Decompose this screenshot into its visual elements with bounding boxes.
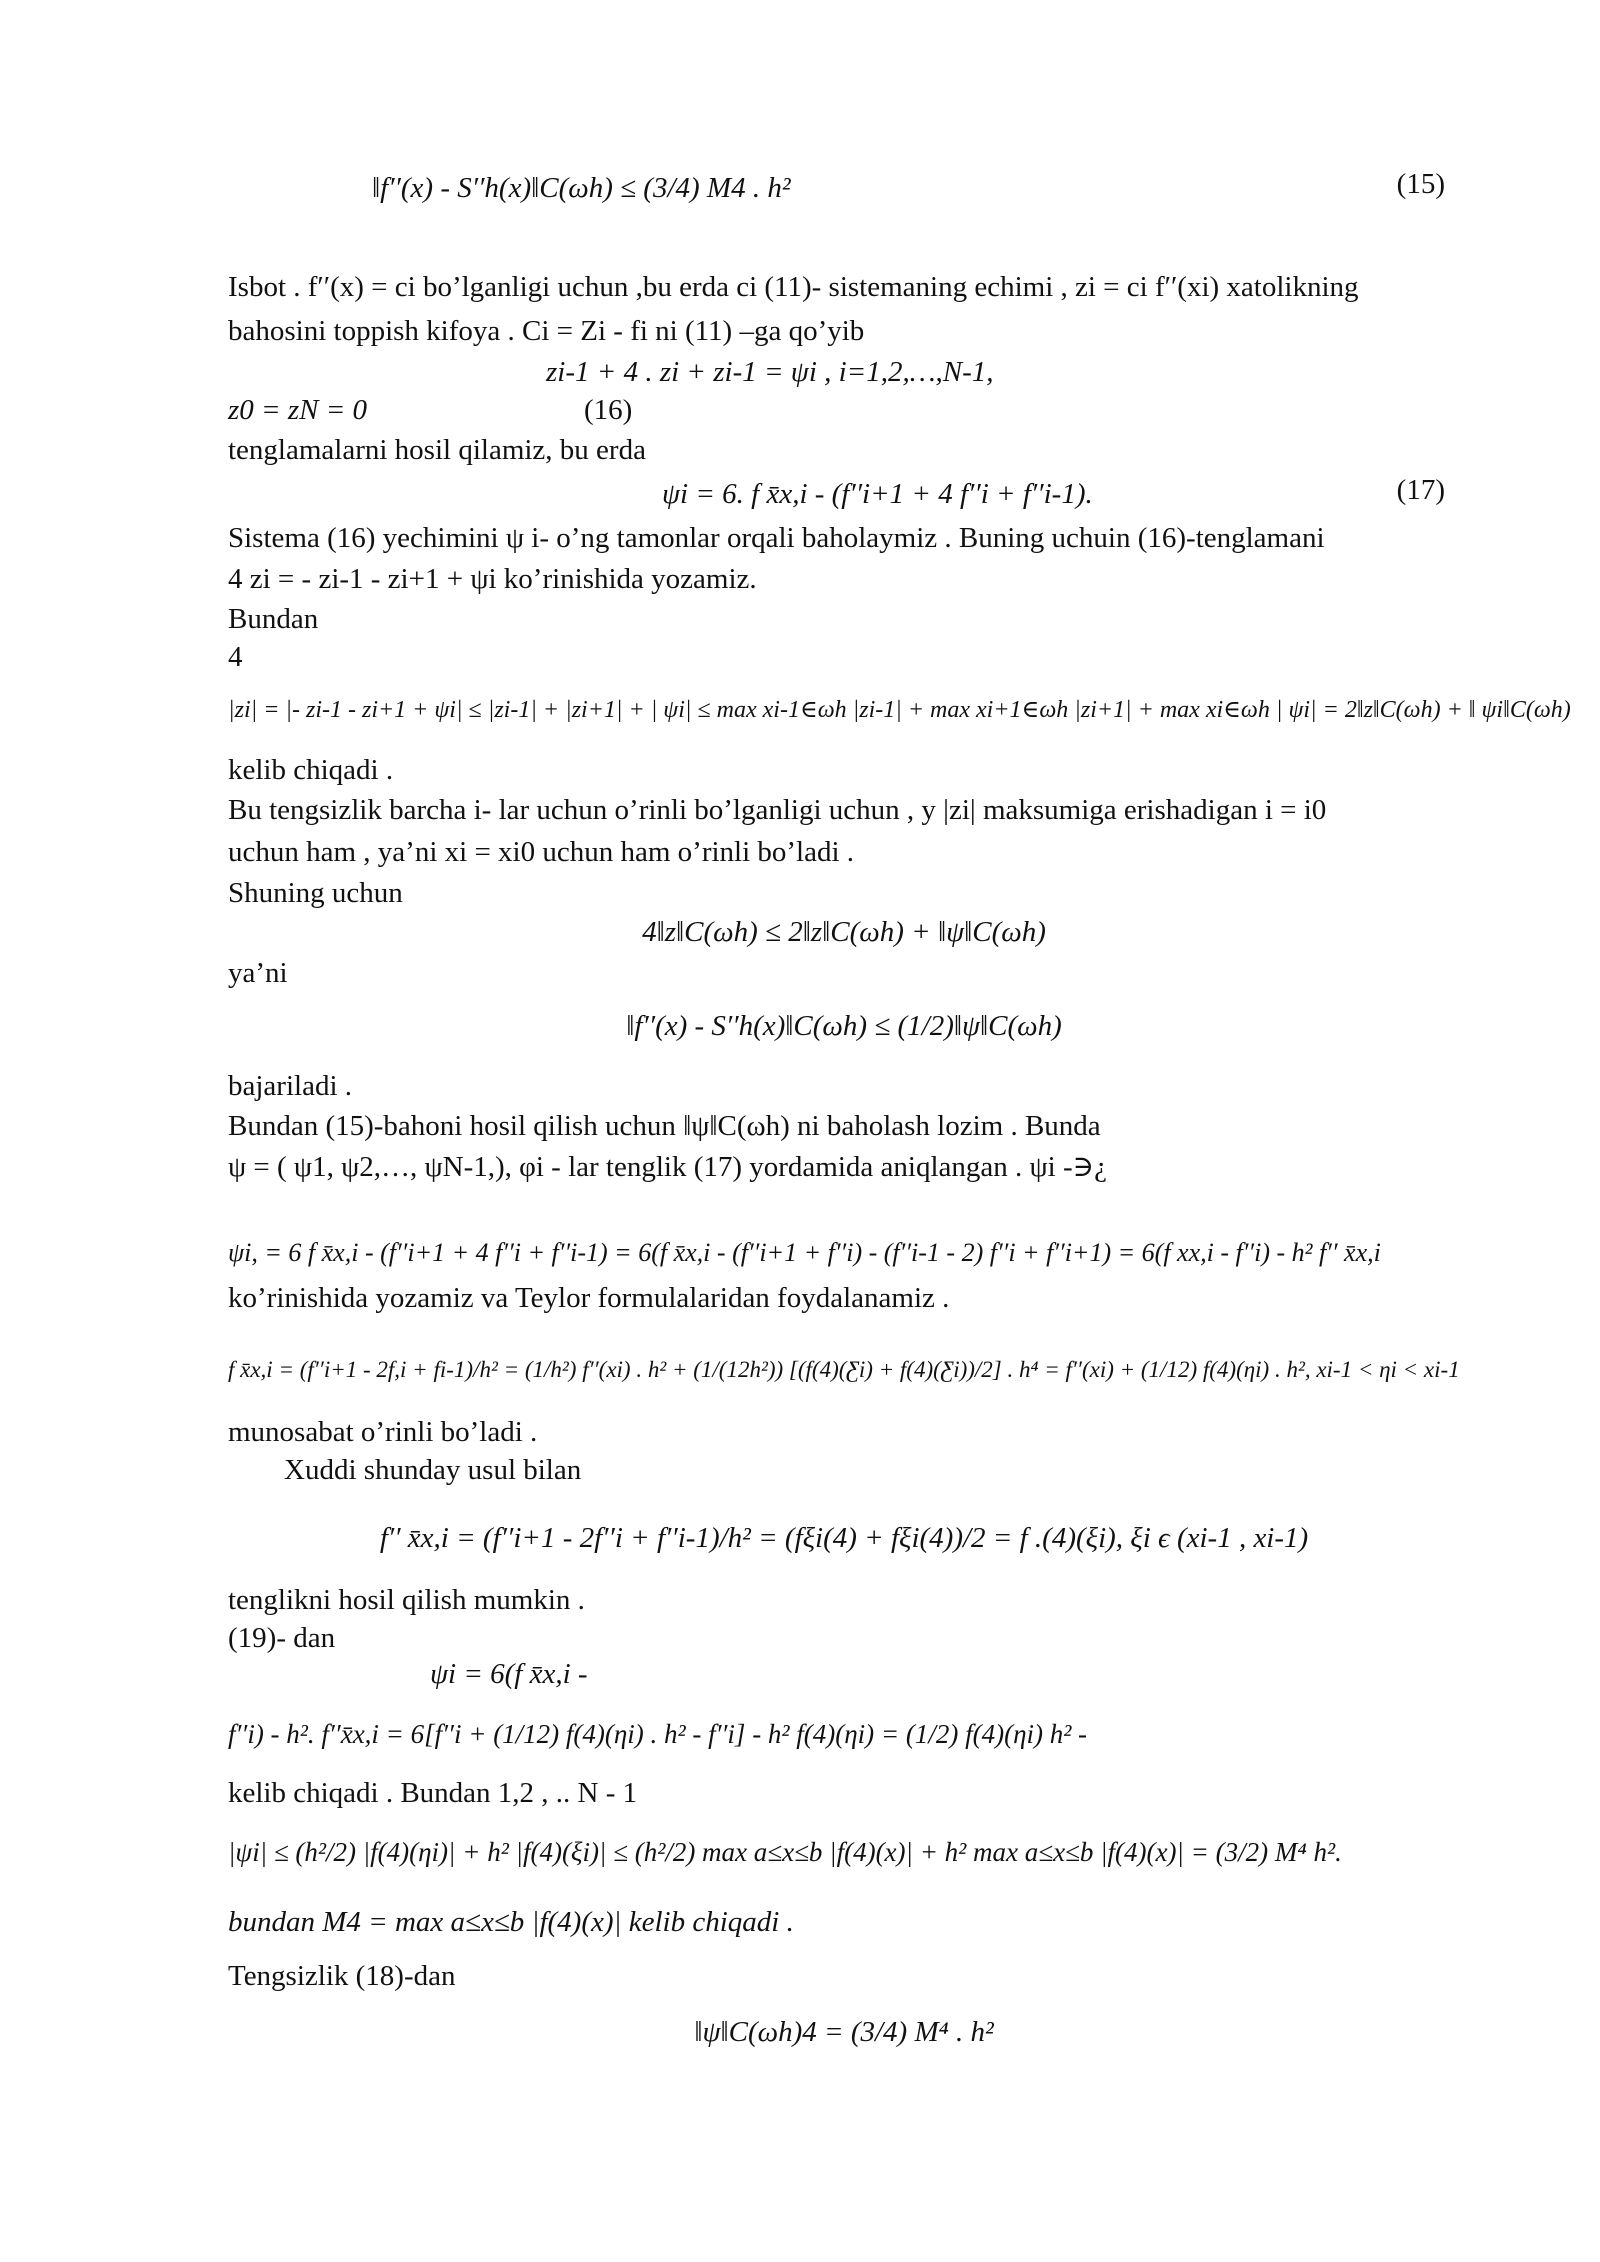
text-line: kelib chiqadi . Bundan 1,2 , .. N - 1: [228, 1777, 638, 1809]
inequality-chain: |zi| = |- zi-1 - zi+1 + ψi| ≤ |zi-1| + |zi+1| + | ψi| ≤ max xi-1∈ωh |zi-1| + max xi+1∈ωh |zi+1| + max xi∈ωh | ψi| = 2‖z‖C(ωh) + ‖ ψi‖C(ωh): [228, 697, 1571, 723]
text-line: ko’rinishida yozamiz va Teylor formulalaridan foydalanamiz .: [228, 1282, 950, 1314]
equation-number-17: (17): [1396, 474, 1445, 506]
text-line: Xuddi shunday usul bilan: [284, 1454, 582, 1486]
text-line: 4: [228, 641, 243, 673]
final-estimate: ‖ψ‖C(ωh)4 = (3/4) M⁴ . h²: [694, 2016, 994, 2048]
equation-number-16: (16): [584, 394, 633, 426]
text-line: tenglikni hosil qilish mumkin .: [228, 1584, 585, 1616]
text-line: munosabat o’rinli bo’ladi .: [228, 1416, 538, 1448]
text-line: Sistema (16) yechimini ψ i- o’ng tamonlar orqali baholaymiz . Buning uchuin (16)-tenglamani: [228, 522, 1325, 554]
inequality-norm-z: 4‖z‖C(ωh) ≤ 2‖z‖C(ωh) + ‖ψ‖C(ωh): [642, 916, 1046, 948]
text-line: bahosini toppish kifoya . Ci = Zi - fi ni (11) –ga qo’yib: [228, 315, 865, 347]
text-line: Bundan (15)-bahoni hosil qilish uchun ‖ψ‖C(ωh) ni baholash lozim . Bunda: [228, 1110, 1101, 1142]
equation-number-15: (15): [1396, 168, 1445, 200]
text-line: bajariladi .: [228, 1070, 353, 1102]
equation-16-line1: zi-1 + 4 . zi + zi-1 = ψi , i=1,2,…,N-1,: [546, 356, 994, 388]
text-line: tenglamalarni hosil qilamiz, bu erda: [228, 434, 646, 466]
psi-bound: |ψi| ≤ (h²/2) |f(4)(ηi)| + h² |f(4)(ξi)| ≤ (h²/2) max a≤x≤b |f(4)(x)| + h² max a≤x≤b |f(4)(x)| = (3/2) M⁴ h².: [228, 1837, 1342, 1867]
text-line: 4 zi = - zi-1 - zi+1 + ψi ko’rinishida yozamiz.: [228, 563, 757, 595]
text-line: Isbot . f′′(x) = ci bo’lganligi uchun ,bu erda ci (11)- sistemaning echimi , zi = ci f′′(xi) xatolikning: [228, 271, 1359, 303]
text-line: uchun ham , ya’ni xi = xi0 uchun ham o’rinli bo’ladi .: [228, 836, 855, 868]
text-line: ψ = ( ψ1, ψ2,…, ψN-1,), φi - lar tenglik (17) yordamida aniqlangan . ψi -∋¿: [228, 1151, 1107, 1183]
text-line: Bundan: [228, 603, 319, 635]
text-line: ya’ni: [228, 957, 288, 989]
equation-17: ψi = 6. f x̄x,i - (f′′i+1 + 4 f′′i + f′′i-1).: [662, 478, 1093, 510]
text-line: Tengsizlik (18)-dan: [228, 1960, 456, 1992]
text-line: Bu tengsizlik barcha i- lar uchun o’rinli bo’lganligi uchun , y |zi| maksumiga erishadigan i = i0: [228, 794, 1327, 826]
text-line: Shuning uchun: [228, 877, 403, 909]
text-line: (19)- dan: [228, 1622, 336, 1654]
inequality-second-derivative: ‖f′′(x) - S′′h(x)‖C(ωh) ≤ (1/2)‖ψ‖C(ωh): [626, 1010, 1062, 1042]
psi-expansion: ψi, = 6 f x̄x,i - (f′′i+1 + 4 f′′i + f′′i-1) = 6(f x̄x,i - (f′′i+1 + f′′i) - (f′′i-1 - 2) f′′i + f′′i+1) = 6(f xx,i - f′′i) - h² f′′ x̄x,i: [228, 1238, 1381, 1267]
text-line: kelib chiqadi .: [228, 754, 394, 786]
psi-formula-line2: f′′i) - h². f′′x̄x,i = 6[f′′i + (1/12) f(4)(ηi) . h² - f′′i] - h² f(4)(ηi) = (1/2) f(4)(ηi) h² -: [228, 1719, 1088, 1749]
m4-definition: bundan M4 = max a≤x≤b |f(4)(x)| kelib chiqadi .: [228, 1906, 794, 1938]
psi-formula-line1: ψi = 6(f x̄x,i -: [430, 1658, 588, 1690]
equation-15: ‖f′′(x) - S′′h(x)‖C(ωh) ≤ (3/4) M4 . h²: [372, 172, 791, 204]
equation-16-line2: z0 = zN = 0: [228, 394, 368, 426]
second-difference-formula: f′′ x̄x,i = (f′′i+1 - 2f′′i + f′′i-1)/h² = (fξi(4) + fξi(4))/2 = f .(4)(ξi), ξi ϵ (xi-1 , xi-1): [379, 1522, 1309, 1554]
taylor-formula: f x̄x,i = (f′′i+1 - 2f,i + fi-1)/h² = (1/h²) f′′(xi) . h² + (1/(12h²)) [(f(4)(Ƹi) + f(4)(Ƹi))/2] . h⁴ = f′′(xi) + (1/12) f(4)(ηi) . h², xi-1 < ηi < xi-1: [228, 1357, 1460, 1382]
